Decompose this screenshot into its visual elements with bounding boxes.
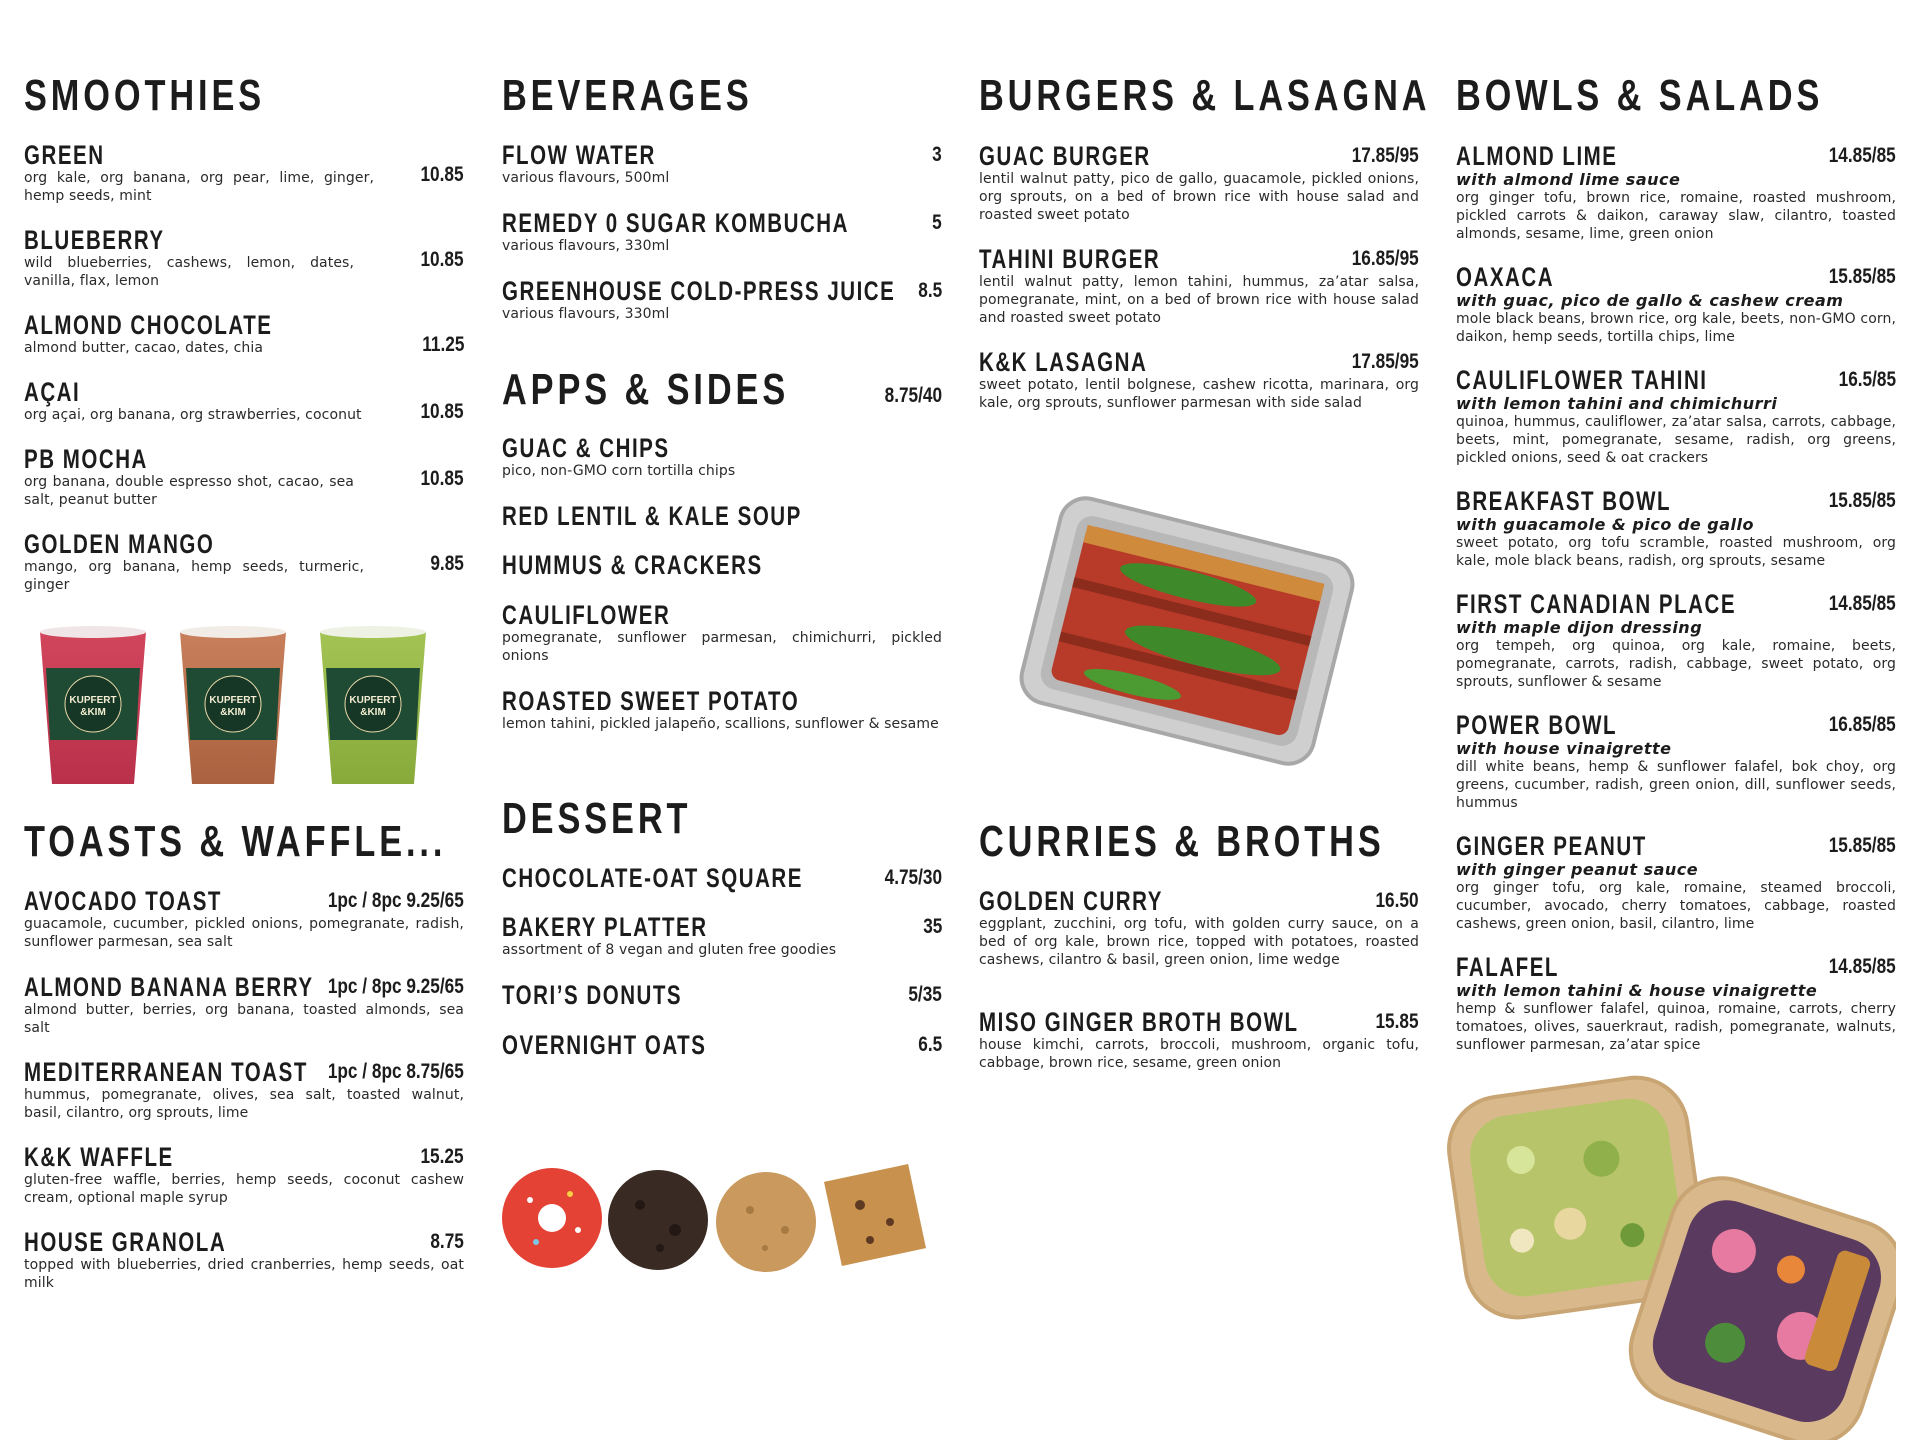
item-price: 15.85 bbox=[1375, 1010, 1419, 1033]
menu-item[interactable] bbox=[502, 551, 942, 579]
item-name: RED LENTIL & KALE SOUP bbox=[502, 501, 802, 531]
menu-item[interactable] bbox=[24, 973, 464, 1037]
item-name: ALMOND CHOCOLATE bbox=[24, 310, 273, 340]
menu-item[interactable] bbox=[502, 502, 942, 530]
item-price: 16.85/95 bbox=[1351, 247, 1419, 270]
menu-item[interactable] bbox=[979, 887, 1419, 969]
item-price: 35 bbox=[922, 915, 942, 938]
item-name: MISO GINGER BROTH BOWL bbox=[979, 1007, 1299, 1037]
item-description: topped with blueberries, dried cranberries, hemp seeds, oat milk bbox=[24, 1257, 464, 1291]
salad-bowls-photo bbox=[1436, 1064, 1896, 1440]
menu-item[interactable] bbox=[1456, 366, 1896, 467]
menu-item[interactable] bbox=[24, 530, 464, 594]
cup-brand-text: KUPFERT bbox=[69, 695, 117, 706]
item-price: 1pc / 8pc 9.25/65 bbox=[328, 975, 464, 998]
menu-item[interactable] bbox=[979, 245, 1419, 327]
item-price: 10.85 bbox=[420, 248, 464, 271]
menu-item[interactable] bbox=[24, 1143, 464, 1207]
item-price: 17.85/95 bbox=[1351, 350, 1419, 373]
item-price: 15.85/85 bbox=[1828, 834, 1896, 857]
item-name: OAXACA bbox=[1456, 262, 1555, 292]
item-description: org banana, double espresso shot, cacao, sea salt, peanut butter bbox=[24, 474, 354, 508]
item-price: 10.85 bbox=[420, 163, 464, 186]
section-title: BOWLS & SALADS bbox=[1456, 71, 1824, 120]
section-title: BURGERS & LASAGNA bbox=[979, 71, 1431, 120]
item-price: 16.85/85 bbox=[1828, 713, 1896, 736]
menu-item[interactable] bbox=[502, 1031, 942, 1059]
item-name: BREAKFAST BOWL bbox=[1456, 486, 1672, 516]
item-price: 5/35 bbox=[908, 983, 942, 1006]
item-description: org ginger tofu, brown rice, romaine, roasted mushroom, pickled carrots & daikon, caraway slaw, cilantro, toasted almonds, sesame, lime, green onion bbox=[1456, 190, 1896, 242]
cup-brand-text: &KIM bbox=[360, 707, 386, 718]
section-toasts bbox=[24, 818, 464, 866]
item-sauce: with almond lime sauce bbox=[1456, 170, 1681, 189]
menu-item[interactable] bbox=[1456, 142, 1896, 243]
item-name: POWER BOWL bbox=[1456, 710, 1618, 740]
section-title: CURRIES & BROTHS bbox=[979, 817, 1385, 866]
menu-item[interactable] bbox=[979, 348, 1419, 412]
section-price: 8.75/40 bbox=[884, 384, 942, 407]
menu-item[interactable] bbox=[1456, 487, 1896, 570]
item-description: mole black beans, brown rice, org kale, beets, non-GMO corn, daikon, hemp seeds, tortilla chips, lime bbox=[1456, 311, 1896, 345]
item-price: 14.85/85 bbox=[1828, 592, 1896, 615]
section-dessert bbox=[502, 795, 942, 843]
item-sauce: with lemon tahini and chimichurri bbox=[1456, 394, 1778, 413]
item-price: 8.75 bbox=[430, 1230, 464, 1253]
item-price: 11.25 bbox=[421, 333, 464, 356]
menu-item[interactable] bbox=[502, 981, 942, 1009]
item-name: GREENHOUSE COLD-PRESS JUICE bbox=[502, 276, 896, 306]
item-sauce: with lemon tahini & house vinaigrette bbox=[1456, 981, 1818, 1000]
menu-item[interactable] bbox=[502, 209, 942, 255]
lasagna-tray-photo bbox=[1007, 466, 1367, 796]
item-price: 15.85/85 bbox=[1828, 265, 1896, 288]
item-description: mango, org banana, hemp seeds, turmeric, ginger bbox=[24, 559, 364, 593]
menu-item[interactable] bbox=[979, 1008, 1419, 1072]
item-price: 14.85/85 bbox=[1828, 955, 1896, 978]
item-sauce: with house vinaigrette bbox=[1456, 739, 1672, 758]
item-name: ROASTED SWEET POTATO bbox=[502, 686, 800, 716]
menu-item[interactable] bbox=[24, 1228, 464, 1292]
item-name: BAKERY PLATTER bbox=[502, 912, 708, 942]
item-description: almond butter, cacao, dates, chia bbox=[24, 340, 264, 356]
donut-image bbox=[502, 1168, 602, 1268]
item-description: lemon tahini, pickled jalapeño, scallions, sunflower & sesame bbox=[502, 716, 939, 732]
section-title: APPS & SIDES bbox=[502, 365, 790, 414]
cookie-image bbox=[716, 1172, 816, 1272]
item-name: BLUEBERRY bbox=[24, 225, 165, 255]
item-sauce: with guac, pico de gallo & cashew cream bbox=[1456, 291, 1844, 310]
menu-item[interactable] bbox=[1456, 832, 1896, 933]
item-description: lentil walnut patty, lemon tahini, hummus, za’atar salsa, pomegranate, mint, on a bed of brown rice with house salad and roasted sweet potato bbox=[979, 274, 1419, 326]
item-price: 1pc / 8pc 8.75/65 bbox=[328, 1060, 464, 1083]
section-title: SMOOTHIES bbox=[24, 71, 266, 120]
item-description: pico, non-GMO corn tortilla chips bbox=[502, 463, 736, 479]
section-title: BEVERAGES bbox=[502, 71, 753, 120]
item-price: 5 bbox=[932, 211, 942, 234]
menu-item[interactable] bbox=[1456, 953, 1896, 1054]
item-price: 10.85 bbox=[420, 467, 464, 490]
item-sauce: with guacamole & pico de gallo bbox=[1456, 515, 1754, 534]
item-description: almond butter, berries, org banana, toasted almonds, sea salt bbox=[24, 1002, 464, 1036]
item-name: AÇAI bbox=[24, 377, 81, 407]
item-description: dill white beans, hemp & sunflower falafel, bok choy, org greens, cucumber, radish, green onion, dill, sunflower seeds, hummus bbox=[1456, 759, 1896, 811]
item-description: hemp & sunflower falafel, quinoa, romaine, carrots, cherry tomatoes, olives, sauerkraut, radish, pomegranate, walnuts, sunflower parmesan, za’atar spice bbox=[1456, 1001, 1896, 1053]
item-price: 9.85 bbox=[430, 552, 464, 575]
menu-item[interactable] bbox=[502, 277, 942, 323]
menu-item[interactable] bbox=[1456, 590, 1896, 691]
dessert-photo bbox=[500, 1160, 944, 1280]
section-bowls-salads bbox=[1456, 72, 1896, 120]
item-description: sweet potato, lentil bolgnese, cashew ricotta, marinara, org kale, org sprouts, sunflower parmesan with side salad bbox=[979, 377, 1419, 411]
menu-item[interactable] bbox=[24, 378, 464, 424]
item-name: GUAC & CHIPS bbox=[502, 433, 670, 463]
menu-item[interactable] bbox=[502, 601, 942, 665]
item-name: CHOCOLATE-OAT SQUARE bbox=[502, 863, 803, 893]
item-description: gluten-free waffle, berries, hemp seeds, coconut cashew cream, optional maple syrup bbox=[24, 1172, 464, 1206]
section-title: TOASTS & WAFFLE... bbox=[24, 817, 447, 866]
oat-square-image bbox=[824, 1164, 926, 1266]
item-price: 3 bbox=[932, 143, 942, 166]
item-description: eggplant, zucchini, org tofu, with golden curry sauce, on a bed of org kale, brown rice, topped with potatoes, roasted cashews, cilantro & basil, green onion, lime wedge bbox=[979, 916, 1419, 968]
item-sauce: with ginger peanut sauce bbox=[1456, 860, 1699, 879]
item-name: HOUSE GRANOLA bbox=[24, 1227, 227, 1257]
item-name: FALAFEL bbox=[1456, 952, 1559, 982]
item-description: org tempeh, org quinoa, org kale, romaine, beets, pomegranate, carrots, radish, cabbage, sweet potato, org sprouts, sunflower & sesame bbox=[1456, 638, 1896, 690]
item-description: house kimchi, carrots, broccoli, mushroom, organic tofu, cabbage, brown rice, sesame, green onion bbox=[979, 1037, 1419, 1071]
item-name: K&K LASAGNA bbox=[979, 347, 1148, 377]
item-description: org açai, org banana, org strawberries, coconut bbox=[24, 407, 362, 423]
menu-item[interactable] bbox=[24, 887, 464, 951]
item-name: ALMOND LIME bbox=[1456, 141, 1618, 171]
menu-item[interactable] bbox=[1456, 711, 1896, 812]
item-price: 10.85 bbox=[420, 400, 464, 423]
item-price: 4.75/30 bbox=[884, 866, 942, 889]
item-description: various flavours, 330ml bbox=[502, 306, 670, 322]
item-description: various flavours, 500ml bbox=[502, 170, 670, 186]
item-name: GOLDEN MANGO bbox=[24, 529, 215, 559]
menu-item[interactable] bbox=[1456, 263, 1896, 346]
item-name: ALMOND BANANA BERRY bbox=[24, 972, 314, 1002]
menu-item[interactable] bbox=[24, 141, 464, 205]
section-smoothies bbox=[24, 72, 464, 120]
section-apps-sides bbox=[502, 366, 942, 414]
item-description: org ginger tofu, org kale, romaine, steamed broccoli, cucumber, avocado, cherry tomatoes, cabbage, roasted cashews, green onion, basil, cilantro, lime bbox=[1456, 880, 1896, 932]
item-price: 15.25 bbox=[420, 1145, 464, 1168]
cup-brand-text: &KIM bbox=[80, 707, 106, 718]
item-description: hummus, pomegranate, olives, sea salt, toasted walnut, basil, cilantro, org sprouts, lime bbox=[24, 1087, 464, 1121]
item-name: MEDITERRANEAN TOAST bbox=[24, 1057, 308, 1087]
item-name: GOLDEN CURRY bbox=[979, 886, 1163, 916]
item-name: CAULIFLOWER TAHINI bbox=[1456, 365, 1708, 395]
item-description: pomegranate, sunflower parmesan, chimichurri, pickled onions bbox=[502, 630, 942, 664]
item-price: 1pc / 8pc 9.25/65 bbox=[328, 889, 464, 912]
cup-brand-text: &KIM bbox=[220, 707, 246, 718]
item-price: 16.50 bbox=[1375, 889, 1419, 912]
menu-item[interactable] bbox=[502, 141, 942, 187]
chocolate-cookie-image bbox=[608, 1170, 708, 1270]
section-curries-broths bbox=[979, 818, 1419, 866]
item-price: 17.85/95 bbox=[1351, 144, 1419, 167]
item-price: 6.5 bbox=[918, 1033, 942, 1056]
item-description: lentil walnut patty, pico de gallo, guacamole, pickled onions, org sprouts, on a bed of brown rice with house salad and roasted sweet potato bbox=[979, 171, 1419, 223]
item-name: AVOCADO TOAST bbox=[24, 886, 222, 916]
item-name: GREEN bbox=[24, 140, 105, 170]
item-description: quinoa, hummus, cauliflower, za’atar salsa, carrots, cabbage, beets, mint, pomegranate, sesame, radish, org greens, pickled onions, seed & oat crackers bbox=[1456, 414, 1896, 466]
section-title: DESSERT bbox=[502, 794, 692, 843]
cup-brand-text: KUPFERT bbox=[209, 695, 257, 706]
menu-item[interactable] bbox=[502, 864, 942, 892]
item-description: various flavours, 330ml bbox=[502, 238, 670, 254]
item-name: REMEDY 0 SUGAR KOMBUCHA bbox=[502, 208, 849, 238]
item-sauce: with maple dijon dressing bbox=[1456, 618, 1703, 637]
smoothie-cups-photo bbox=[38, 624, 458, 792]
item-price: 14.85/85 bbox=[1828, 144, 1896, 167]
item-price: 15.85/85 bbox=[1828, 489, 1896, 512]
section-burgers-lasagna bbox=[979, 71, 1431, 120]
item-name: OVERNIGHT OATS bbox=[502, 1030, 707, 1060]
cup-brand-text: KUPFERT bbox=[349, 695, 397, 706]
menu-item[interactable] bbox=[502, 913, 942, 959]
item-name: GINGER PEANUT bbox=[1456, 831, 1647, 861]
item-name: TORI’S DONUTS bbox=[502, 980, 683, 1010]
menu-item[interactable] bbox=[24, 1058, 464, 1122]
menu-item[interactable] bbox=[24, 226, 464, 290]
item-name: PB MOCHA bbox=[24, 444, 148, 474]
menu-item[interactable] bbox=[502, 434, 942, 480]
section-beverages bbox=[502, 72, 942, 120]
item-description: assortment of 8 vegan and gluten free goodies bbox=[502, 942, 837, 958]
item-name: CAULIFLOWER bbox=[502, 600, 671, 630]
item-name: FLOW WATER bbox=[502, 140, 656, 170]
item-name: FIRST CANADIAN PLACE bbox=[1456, 589, 1737, 619]
item-name: HUMMUS & CRACKERS bbox=[502, 550, 763, 580]
item-description: org kale, org banana, org pear, lime, ginger, hemp seeds, mint bbox=[24, 170, 374, 204]
item-description: sweet potato, org tofu scramble, roasted mushroom, org kale, mole black beans, radish, org sprouts, sesame bbox=[1456, 535, 1896, 569]
item-name: K&K WAFFLE bbox=[24, 1142, 174, 1172]
item-description: guacamole, cucumber, pickled onions, pomegranate, radish, sunflower parmesan, sea salt bbox=[24, 916, 464, 950]
menu-item[interactable] bbox=[979, 142, 1419, 224]
item-name: GUAC BURGER bbox=[979, 141, 1151, 171]
item-description: wild blueberries, cashews, lemon, dates, vanilla, flax, lemon bbox=[24, 255, 354, 289]
item-price: 8.5 bbox=[918, 279, 942, 302]
item-price: 16.5/85 bbox=[1838, 368, 1896, 391]
menu-item[interactable] bbox=[24, 311, 464, 357]
item-name: TAHINI BURGER bbox=[979, 244, 1161, 274]
menu-item[interactable] bbox=[502, 687, 942, 733]
menu-item[interactable] bbox=[24, 445, 464, 509]
